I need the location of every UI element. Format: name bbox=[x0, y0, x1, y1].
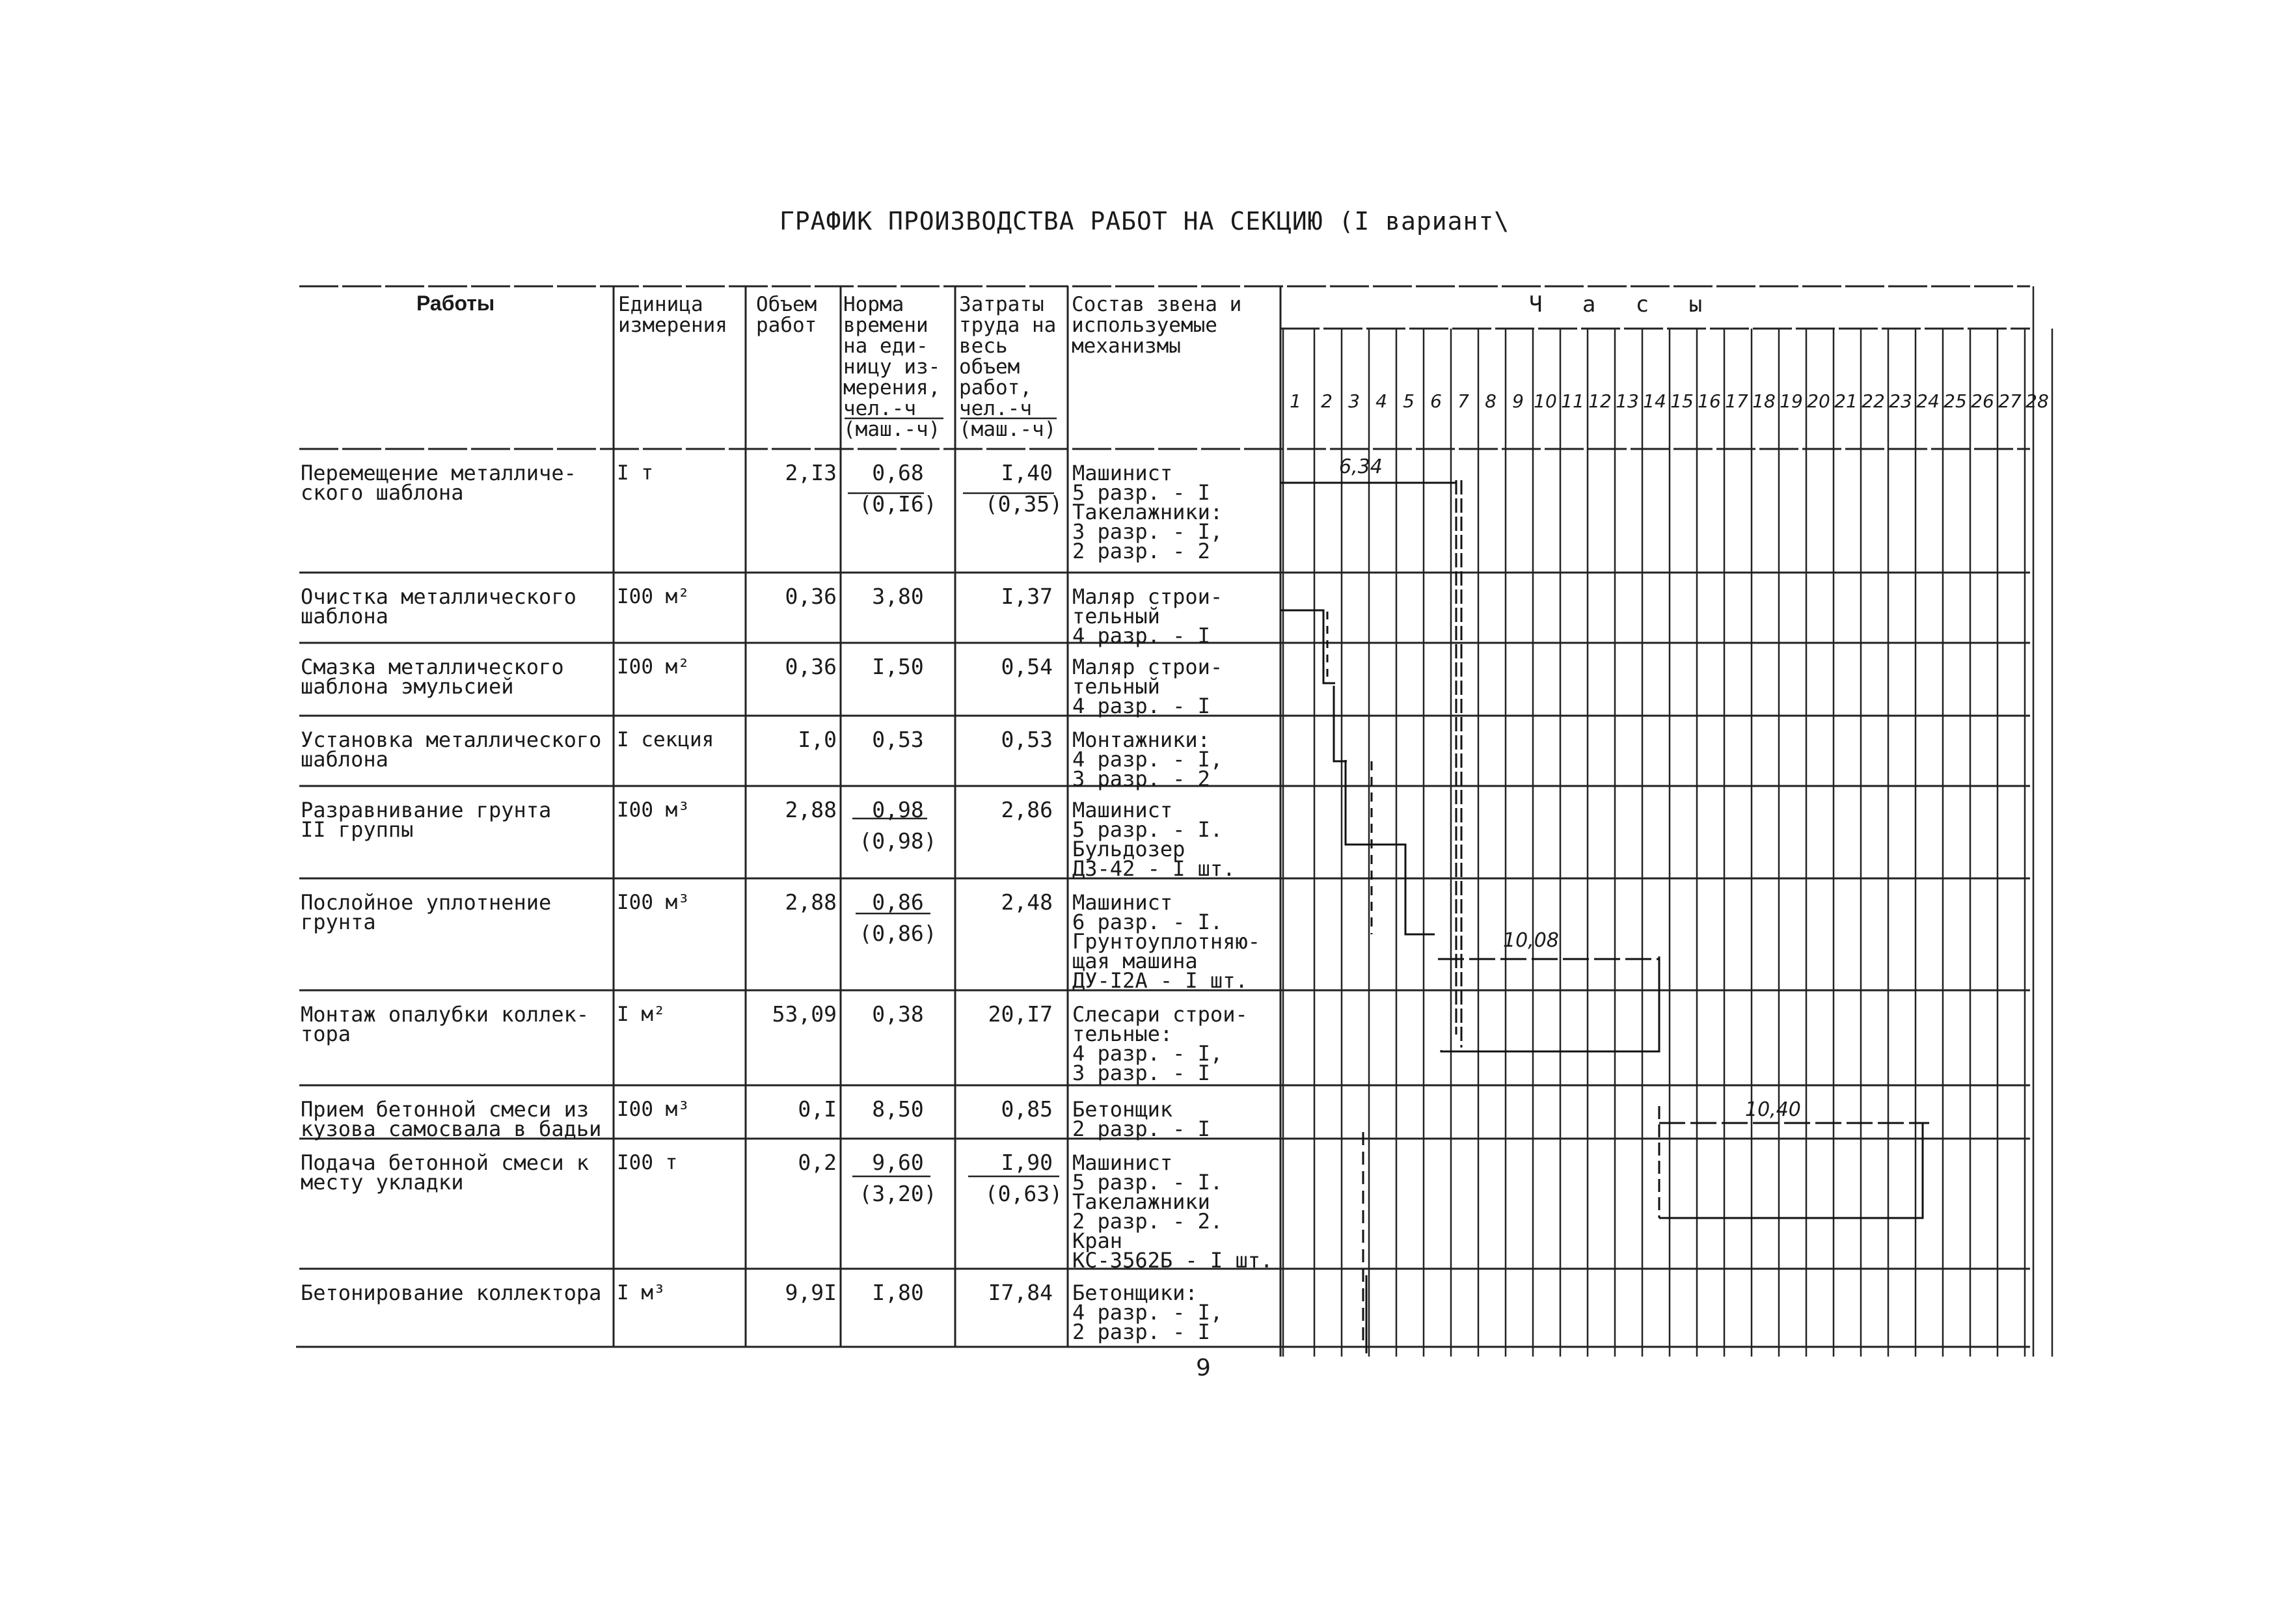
labor-value: 2,48 bbox=[1001, 889, 1053, 915]
labor-value: 0,85 bbox=[1001, 1096, 1053, 1122]
crew-composition: Машинист 5 разр. - I. Бульдозер ДЗ-42 - I шт. bbox=[1072, 798, 1236, 881]
hour-slot-15: 15 bbox=[1670, 390, 1694, 412]
hour-slot-14: 14 bbox=[1643, 390, 1666, 412]
crew-composition: Маляр строи- тельный 4 разр. - I bbox=[1072, 655, 1223, 718]
unit-value: I м³ bbox=[617, 1281, 666, 1305]
norm-machine-value: (0,86) bbox=[859, 921, 937, 946]
hour-slot-6: 6 bbox=[1430, 390, 1442, 412]
hour-slot-20: 20 bbox=[1807, 390, 1830, 412]
labor-machine-value: (0,63) bbox=[984, 1181, 1063, 1206]
work-name: Послойное уплотнение грунта bbox=[301, 890, 552, 934]
unit-value: I00 м³ bbox=[617, 891, 690, 914]
crew-composition: Монтажники: 4 разр. - I, 3 разр. - 2 bbox=[1072, 727, 1223, 791]
hour-slot-16: 16 bbox=[1698, 390, 1721, 412]
norm-value: 0,38 bbox=[872, 1001, 924, 1027]
unit-value: I секция bbox=[617, 728, 714, 751]
hour-slot-26: 26 bbox=[1971, 390, 1994, 412]
labor-value: I,37 bbox=[1001, 584, 1053, 609]
volume-value: 0,I bbox=[798, 1096, 837, 1122]
gantt-label-2: 10,08 bbox=[1503, 929, 1559, 952]
header-norm: Норма времени на еди- ницу из- мерения, чел.-ч (маш.-ч) bbox=[843, 293, 941, 441]
hour-slot-24: 24 bbox=[1916, 390, 1940, 412]
header-labor: Затраты труда на весь объем работ, чел.-ч (маш.-ч) bbox=[959, 293, 1057, 441]
norm-value: I,80 bbox=[872, 1280, 924, 1305]
crew-composition: Машинист 5 разр. - I Такелажники: 3 разр. - I, 2 разр. - 2 bbox=[1072, 461, 1223, 563]
work-name: Монтаж опалубки коллек- тора bbox=[301, 1002, 589, 1046]
labor-machine-value: (0,35) bbox=[984, 491, 1063, 517]
norm-value: I,50 bbox=[872, 654, 924, 679]
norm-value: 0,53 bbox=[872, 727, 924, 752]
volume-value: 0,2 bbox=[798, 1150, 837, 1175]
hour-slot-12: 12 bbox=[1588, 390, 1612, 412]
work-name: Перемещение металличе- ского шаблона bbox=[301, 461, 576, 505]
norm-value: 8,50 bbox=[872, 1096, 924, 1122]
volume-value: 0,36 bbox=[785, 584, 837, 609]
crew-composition: Маляр строи- тельный 4 разр. - I bbox=[1072, 584, 1223, 648]
volume-value: 2,88 bbox=[785, 889, 837, 915]
hour-slot-10: 10 bbox=[1534, 390, 1557, 412]
hour-slot-13: 13 bbox=[1616, 390, 1639, 412]
labor-value: I7,84 bbox=[988, 1280, 1053, 1305]
volume-value: 0,36 bbox=[785, 654, 837, 679]
header-volume: Объем работ bbox=[756, 293, 817, 337]
work-name: Разравнивание грунта II группы bbox=[301, 798, 552, 842]
volume-value: 2,88 bbox=[785, 797, 837, 822]
norm-value: 9,60 bbox=[872, 1150, 924, 1175]
crew-composition: Машинист 6 разр. - I. Грунтоуплотняю- щая машина ДУ-I2А - I шт. bbox=[1072, 890, 1260, 993]
norm-machine-value: (3,20) bbox=[859, 1181, 937, 1206]
header-unit: Единица измерения bbox=[618, 293, 727, 337]
work-name: Прием бетонной смеси из кузова самосвала в бадьи bbox=[301, 1097, 602, 1141]
hour-slot-25: 25 bbox=[1944, 390, 1967, 412]
crew-composition: Слесари строи- тельные: 4 разр. - I, 3 разр. - I bbox=[1072, 1002, 1248, 1085]
work-name: Смазка металлического шаблона эмульсией bbox=[301, 655, 564, 699]
hour-slot-17: 17 bbox=[1725, 390, 1748, 412]
crew-composition: Бетонщик 2 разр. - I bbox=[1072, 1097, 1210, 1141]
gantt-label-3: 10,40 bbox=[1745, 1098, 1801, 1121]
work-name: Бетонирование коллектора bbox=[301, 1280, 602, 1305]
labor-value: 2,86 bbox=[1001, 797, 1053, 822]
unit-value: I м² bbox=[617, 1003, 666, 1026]
hour-slot-9: 9 bbox=[1512, 390, 1524, 412]
hour-slot-23: 23 bbox=[1889, 390, 1912, 412]
hour-slot-21: 21 bbox=[1834, 390, 1858, 412]
hour-slot-11: 11 bbox=[1561, 390, 1584, 412]
unit-value: I00 м² bbox=[617, 585, 690, 608]
unit-value: I00 т bbox=[617, 1151, 678, 1174]
volume-value: 53,09 bbox=[772, 1001, 837, 1027]
labor-value: I,90 bbox=[1001, 1150, 1053, 1175]
labor-value: 20,I7 bbox=[988, 1001, 1053, 1027]
hour-slot-5: 5 bbox=[1403, 390, 1415, 412]
unit-value: I00 м³ bbox=[617, 798, 690, 822]
norm-machine-value: (0,98) bbox=[859, 828, 937, 854]
work-name: Очистка металлического шаблона bbox=[301, 584, 576, 629]
labor-value: 0,54 bbox=[1001, 654, 1053, 679]
work-name: Установка металлического шаблона bbox=[301, 727, 602, 772]
unit-value: I т bbox=[617, 461, 653, 485]
hour-slot-7: 7 bbox=[1457, 390, 1469, 412]
norm-value: 0,98 bbox=[872, 797, 924, 822]
hour-slot-8: 8 bbox=[1485, 390, 1497, 412]
hour-slot-28: 28 bbox=[2025, 390, 2049, 412]
hour-slot-1: 1 bbox=[1290, 390, 1301, 412]
hour-slot-22: 22 bbox=[1862, 390, 1885, 412]
unit-value: I00 м² bbox=[617, 655, 690, 679]
hour-slot-2: 2 bbox=[1321, 390, 1333, 412]
header-works: Работы bbox=[416, 291, 495, 315]
hour-slot-4: 4 bbox=[1375, 390, 1387, 412]
volume-value: I,0 bbox=[798, 727, 837, 752]
hour-slot-3: 3 bbox=[1348, 390, 1360, 412]
norm-value: 0,68 bbox=[872, 460, 924, 485]
norm-value: 0,86 bbox=[872, 889, 924, 915]
norm-value: 3,80 bbox=[872, 584, 924, 609]
page-title: ГРАФИК ПРОИЗВОДСТВА РАБОТ НА СЕКЦИЮ (I вариант\ bbox=[779, 207, 1510, 236]
crew-composition: Машинист 5 разр. - I. Такелажники 2 разр. - 2. Кран КС-3562Б - I шт. bbox=[1072, 1150, 1273, 1273]
hour-slot-27: 27 bbox=[1998, 390, 2022, 412]
page-number: 9 bbox=[1196, 1355, 1211, 1381]
labor-value: I,40 bbox=[1001, 460, 1053, 485]
volume-value: 9,9I bbox=[785, 1280, 837, 1305]
header-crew: Состав звена и используемые механизмы bbox=[1072, 293, 1242, 358]
hour-slot-18: 18 bbox=[1752, 390, 1776, 412]
norm-machine-value: (0,I6) bbox=[859, 491, 937, 517]
gantt-label-1: 6,34 bbox=[1339, 455, 1383, 478]
crew-composition: Бетонщики: 4 разр. - I, 2 разр. - I bbox=[1072, 1280, 1223, 1344]
work-name: Подача бетонной смеси к месту укладки bbox=[301, 1150, 589, 1195]
header-hours: Ч а с ы bbox=[1529, 291, 1703, 318]
volume-value: 2,I3 bbox=[785, 460, 837, 485]
labor-value: 0,53 bbox=[1001, 727, 1053, 752]
hour-slot-19: 19 bbox=[1780, 390, 1803, 412]
unit-value: I00 м³ bbox=[617, 1098, 690, 1121]
